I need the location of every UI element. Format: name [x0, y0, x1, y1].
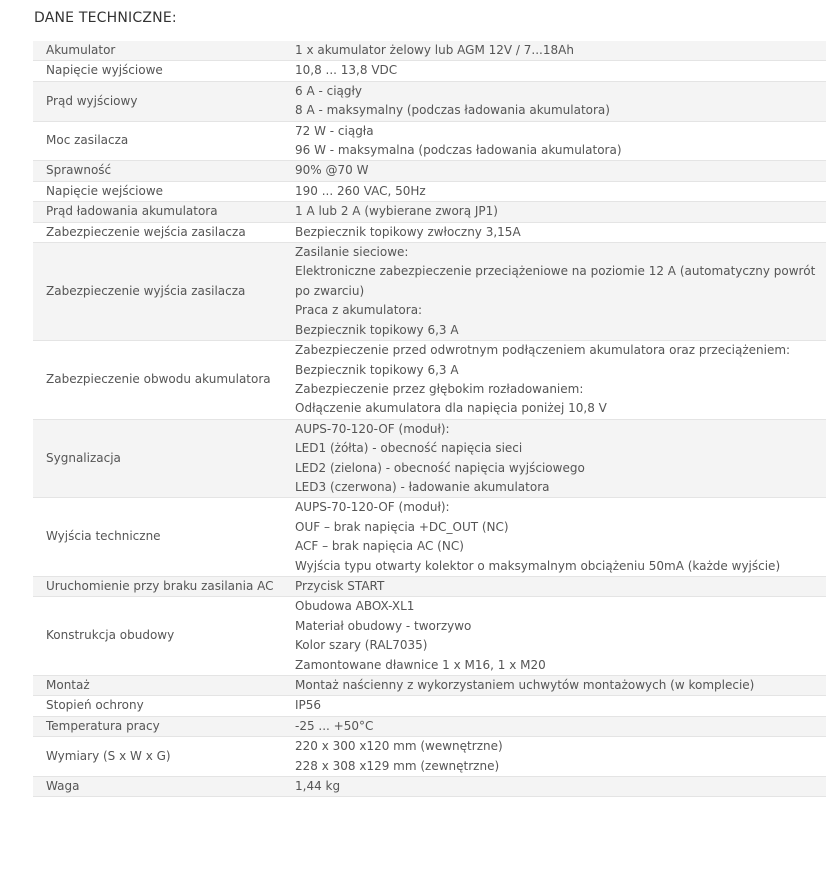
spec-value-line: Bezpiecznik topikowy 6,3 A [295, 322, 459, 337]
spec-label: Sprawność [33, 161, 295, 181]
table-row [33, 341, 826, 420]
spec-label: Waga [33, 777, 295, 797]
spec-value-line: 190 ... 260 VAC, 50Hz [295, 183, 426, 198]
table-row [33, 81, 826, 121]
table-row [33, 222, 826, 242]
spec-value [295, 676, 826, 696]
spec-label: Wymiary (S x W x G) [33, 737, 295, 777]
spec-value [295, 341, 826, 420]
table-row [33, 61, 826, 81]
spec-label: Montaż [33, 676, 295, 696]
spec-value-line: Kolor szary (RAL7035) [295, 638, 428, 653]
spec-value-line: Bezpiecznik topikowy 6,3 A [295, 362, 459, 377]
table-row [33, 737, 826, 777]
spec-value [295, 161, 826, 181]
specs-table-body [33, 41, 826, 797]
spec-label: Prąd ładowania akumulatora [33, 202, 295, 222]
spec-value-line: LED1 (żółta) - obecność napięcia sieci [295, 441, 523, 456]
spec-value-line: 10,8 ... 13,8 VDC [295, 63, 398, 78]
spec-value-line: Obudowa ABOX-XL1 [295, 599, 415, 614]
spec-value [295, 243, 826, 341]
spec-label: Temperatura pracy [33, 716, 295, 736]
spec-value-line: 1 A lub 2 A (wybierane zworą JP1) [295, 204, 498, 219]
spec-value-line: -25 ... +50°C [295, 718, 374, 733]
spec-value-line: Montaż naścienny z wykorzystaniem uchwytów montażowych (w komplecie) [295, 678, 755, 692]
spec-value [295, 777, 826, 797]
table-row [33, 161, 826, 181]
spec-value [295, 121, 826, 161]
spec-value [295, 41, 826, 61]
table-row [33, 121, 826, 161]
spec-value [295, 737, 826, 777]
spec-value [295, 576, 826, 596]
spec-value-line: Praca z akumulatora: [295, 303, 423, 318]
spec-value [295, 696, 826, 716]
spec-value [295, 181, 826, 201]
spec-value-line: Zabezpieczenie przez głębokim rozładowaniem: [295, 381, 584, 396]
spec-label: Zabezpieczenie obwodu akumulatora [33, 341, 295, 420]
spec-value-line: Materiał obudowy - tworzywo [295, 618, 472, 633]
table-row [33, 716, 826, 736]
spec-label: Zabezpieczenie wejścia zasilacza [33, 222, 295, 242]
table-row [33, 243, 826, 341]
spec-value-line: AUPS-70-120-OF (moduł): [295, 500, 450, 515]
spec-value-line: 228 x 308 x129 mm (zewnętrzne) [295, 758, 500, 773]
spec-value-line: 96 W - maksymalna (podczas ładowania akumulatora) [295, 143, 622, 158]
spec-label: Napięcie wejściowe [33, 181, 295, 201]
spec-label: Zabezpieczenie wyjścia zasilacza [33, 243, 295, 341]
table-row [33, 597, 826, 676]
spec-value-line: Przycisk START [295, 578, 385, 593]
spec-label: Moc zasilacza [33, 121, 295, 161]
table-row [33, 696, 826, 716]
spec-value-line: 1 x akumulator żelowy lub AGM 12V / 7...18Ah [295, 43, 574, 57]
spec-value [295, 498, 826, 577]
spec-label: Wyjścia techniczne [33, 498, 295, 577]
table-row [33, 498, 826, 577]
spec-value-line: 220 x 300 x120 mm (wewnętrzne) [295, 739, 503, 754]
spec-value [295, 716, 826, 736]
table-row [33, 676, 826, 696]
spec-value-line: 8 A - maksymalny (podczas ładowania akumulatora) [295, 103, 610, 118]
spec-value [295, 202, 826, 222]
spec-label: Stopień ochrony [33, 696, 295, 716]
spec-value-line: Zamontowane dławnice 1 x M16, 1 x M20 [295, 657, 546, 672]
spec-label: Napięcie wyjściowe [33, 61, 295, 81]
spec-value-line: 1,44 kg [295, 779, 341, 794]
spec-value [295, 222, 826, 242]
spec-label: Prąd wyjściowy [33, 81, 295, 121]
table-row [33, 41, 826, 61]
table-row [33, 419, 826, 498]
spec-value-line: Bezpiecznik topikowy zwłoczny 3,15A [295, 224, 521, 239]
spec-value-line: ACF – brak napięcia AC (NC) [295, 539, 464, 554]
spec-label: Uruchomienie przy braku zasilania AC [33, 576, 295, 596]
table-row [33, 777, 826, 797]
spec-value-line: Zabezpieczenie przed odwrotnym podłączeniem akumulatora oraz przeciążeniem: [295, 343, 791, 358]
spec-value [295, 81, 826, 121]
spec-value-line: Wyjścia typu otwarty kolektor o maksymalnym obciążeniu 50mA (każde wyjście) [295, 558, 781, 573]
spec-value-line: Odłączenie akumulatora dla napięcia poniżej 10,8 V [295, 401, 607, 416]
spec-value-line: LED2 (zielona) - obecność napięcia wyjściowego [295, 460, 585, 475]
spec-value-line: OUF – brak napięcia +DC_OUT (NC) [295, 519, 509, 534]
spec-value-line: 72 W - ciągła [295, 123, 374, 138]
spec-value-line: IP56 [295, 698, 322, 713]
spec-value [295, 61, 826, 81]
spec-value-line: 90% @70 W [295, 163, 369, 178]
spec-value [295, 597, 826, 676]
spec-value [295, 419, 826, 498]
spec-value-line: AUPS-70-120-OF (moduł): [295, 421, 450, 436]
spec-value-line: LED3 (czerwona) - ładowanie akumulatora [295, 479, 550, 494]
section-title: DANE TECHNICZNE: [34, 10, 177, 26]
table-row [33, 202, 826, 222]
spec-label: Akumulator [33, 41, 295, 61]
spec-value-line: Elektroniczne zabezpieczenie przeciążeniowe na poziomie 12 A (automatyczny powrót po zwarciu) [295, 264, 816, 298]
specs-table [33, 41, 826, 797]
spec-value-line: 6 A - ciągły [295, 83, 363, 98]
table-row [33, 181, 826, 201]
spec-value-line: Zasilanie sieciowe: [295, 245, 409, 260]
table-row [33, 576, 826, 596]
spec-label: Konstrukcja obudowy [33, 597, 295, 676]
spec-label: Sygnalizacja [33, 419, 295, 498]
